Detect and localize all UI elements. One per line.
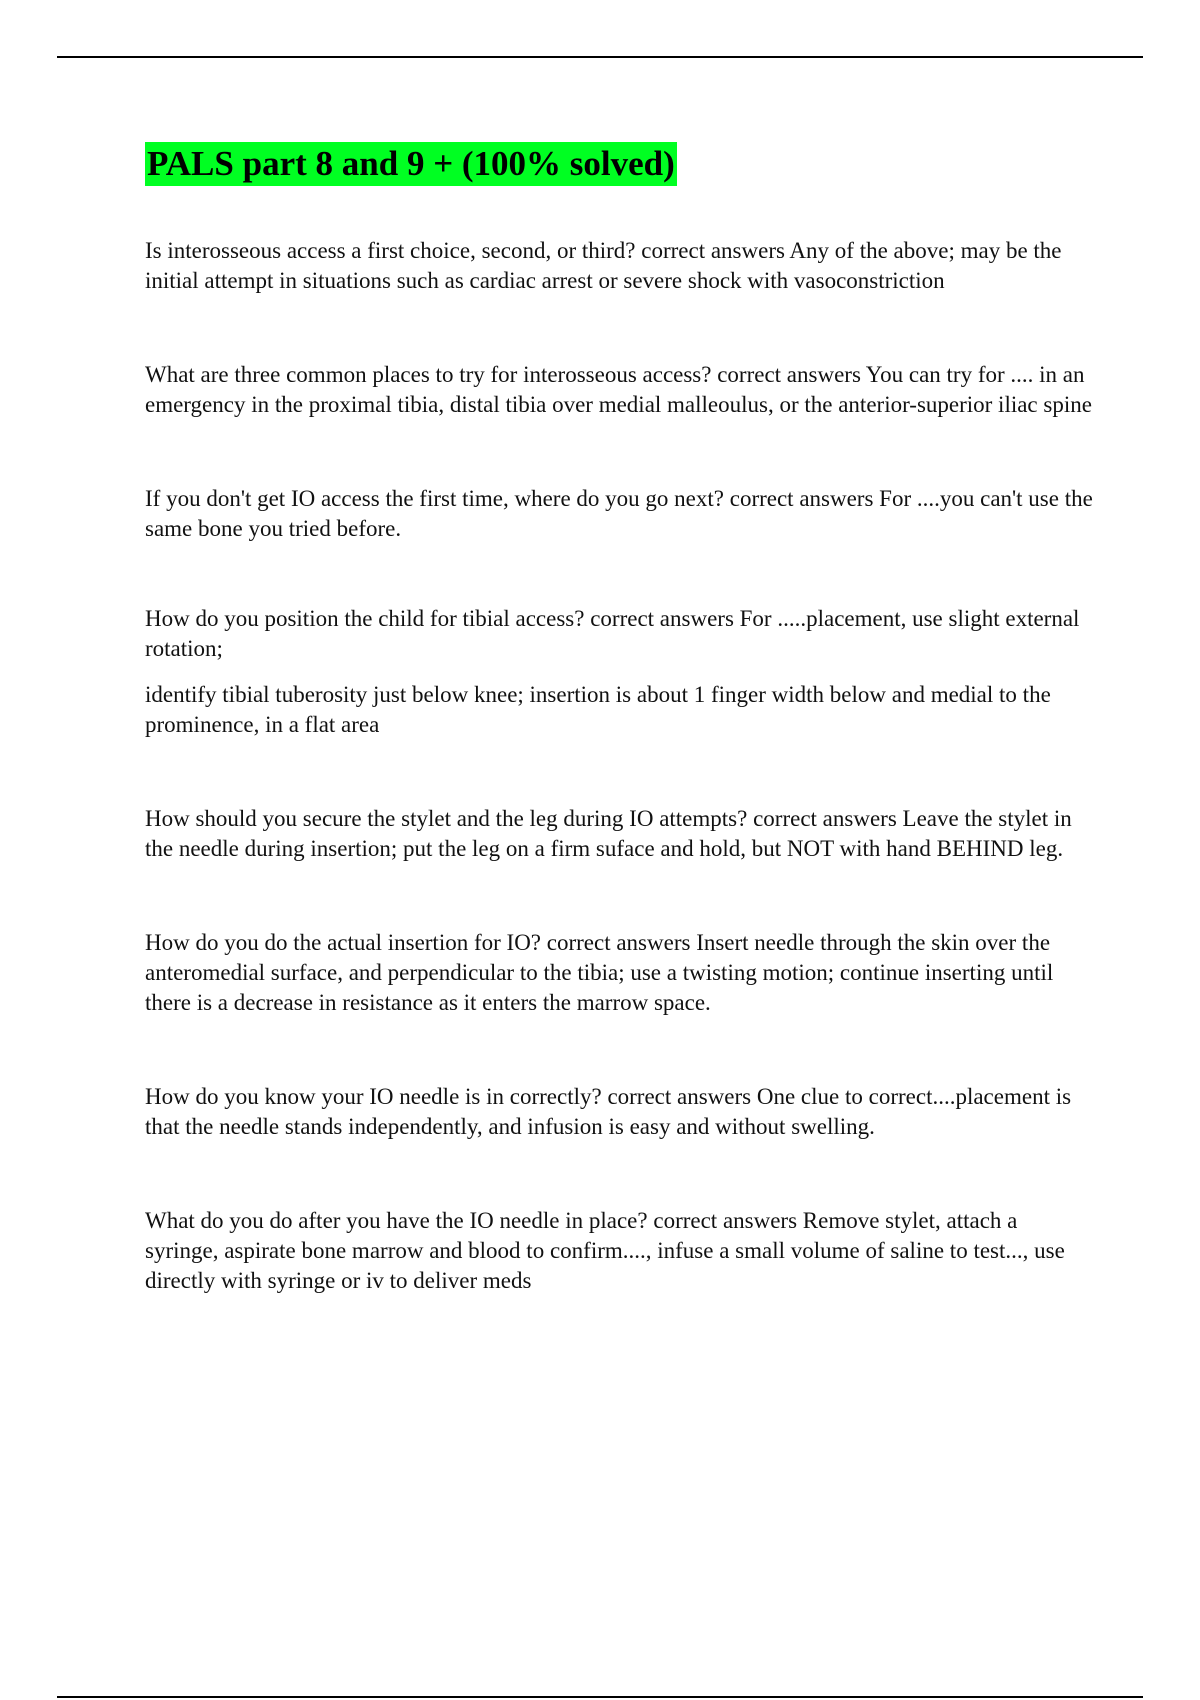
qa-item-4 [145, 604, 1095, 664]
qa-item-3 [145, 484, 1095, 544]
qa-item-6 [145, 928, 1095, 1018]
answer-marker: correct answers [641, 238, 785, 263]
question-text: What are three common places to try for interosseous access? [145, 362, 712, 387]
answer-text: Any of the above; may be the initial attempt in situations such as cardiac arrest or severe shock with vasoconstriction [145, 238, 1062, 293]
answer-marker: correct answers [717, 362, 861, 387]
answer-marker: correct answers [607, 1084, 752, 1109]
answer-text: Insert needle through the skin over the anteromedial surface, and perpendicular to the tibia; use a twisting motion; continue inserting until there is a decrease in resistance as it enters the marrow space. [145, 930, 1054, 1015]
qa-item-2 [145, 360, 1095, 420]
answer-marker: correct answers [590, 606, 734, 631]
question-text: Is interosseous access a first choice, second, or third? [145, 238, 636, 263]
question-text: How should you secure the stylet and the leg during IO attempts? [145, 806, 748, 831]
document-body [145, 142, 1095, 1296]
answer-text: One clue to correct....placement is that the needle stands independently, and infusion is easy and without swelling. [145, 1084, 1072, 1139]
question-text: If you don't get IO access the first time, where do you go next? [145, 486, 724, 511]
question-text: How do you know your IO needle is in correctly? [145, 1084, 602, 1109]
top-rule [57, 56, 1143, 58]
qa-item-8 [145, 1206, 1095, 1296]
qa-item-7 [145, 1082, 1095, 1142]
answer-marker: correct answers [753, 806, 897, 831]
bottom-rule [57, 1696, 1143, 1698]
answer-text: For .....placement, use slight external rotation; [145, 606, 1080, 661]
answer-text: For ....you can't use the same bone you tried before. [145, 486, 1093, 541]
qa-item-4-continuation: identify tibial tuberosity just below knee; insertion is about 1 finger width below and medial to the prominence, in a flat area [145, 682, 1051, 737]
document-title: PALS part 8 and 9 + (100% solved) [145, 142, 677, 186]
answer-text: Leave the stylet in the needle during insertion; put the leg on a firm suface and hold, but NOT with hand BEHIND leg. [145, 806, 1072, 861]
qa-item-5 [145, 804, 1095, 864]
answer-marker: correct answers [653, 1208, 798, 1233]
question-text: How do you do the actual insertion for IO? [145, 930, 542, 955]
answer-marker: correct answers [546, 930, 691, 955]
answer-marker: correct answers [729, 486, 874, 511]
answer-text: You can try for .... in an emergency in the proximal tibia, distal tibia over medial malleoulus, or the anterior-superior iliac spine [145, 362, 1092, 417]
answer-text: Remove stylet, attach a syringe, aspirate bone marrow and blood to confirm...., infuse a small volume of saline to test..., use directly with syringe or iv to deliver meds [145, 1208, 1065, 1293]
question-text: What do you do after you have the IO needle in place? [145, 1208, 648, 1233]
qa-item-1 [145, 236, 1095, 296]
question-text: How do you position the child for tibial access? [145, 606, 585, 631]
